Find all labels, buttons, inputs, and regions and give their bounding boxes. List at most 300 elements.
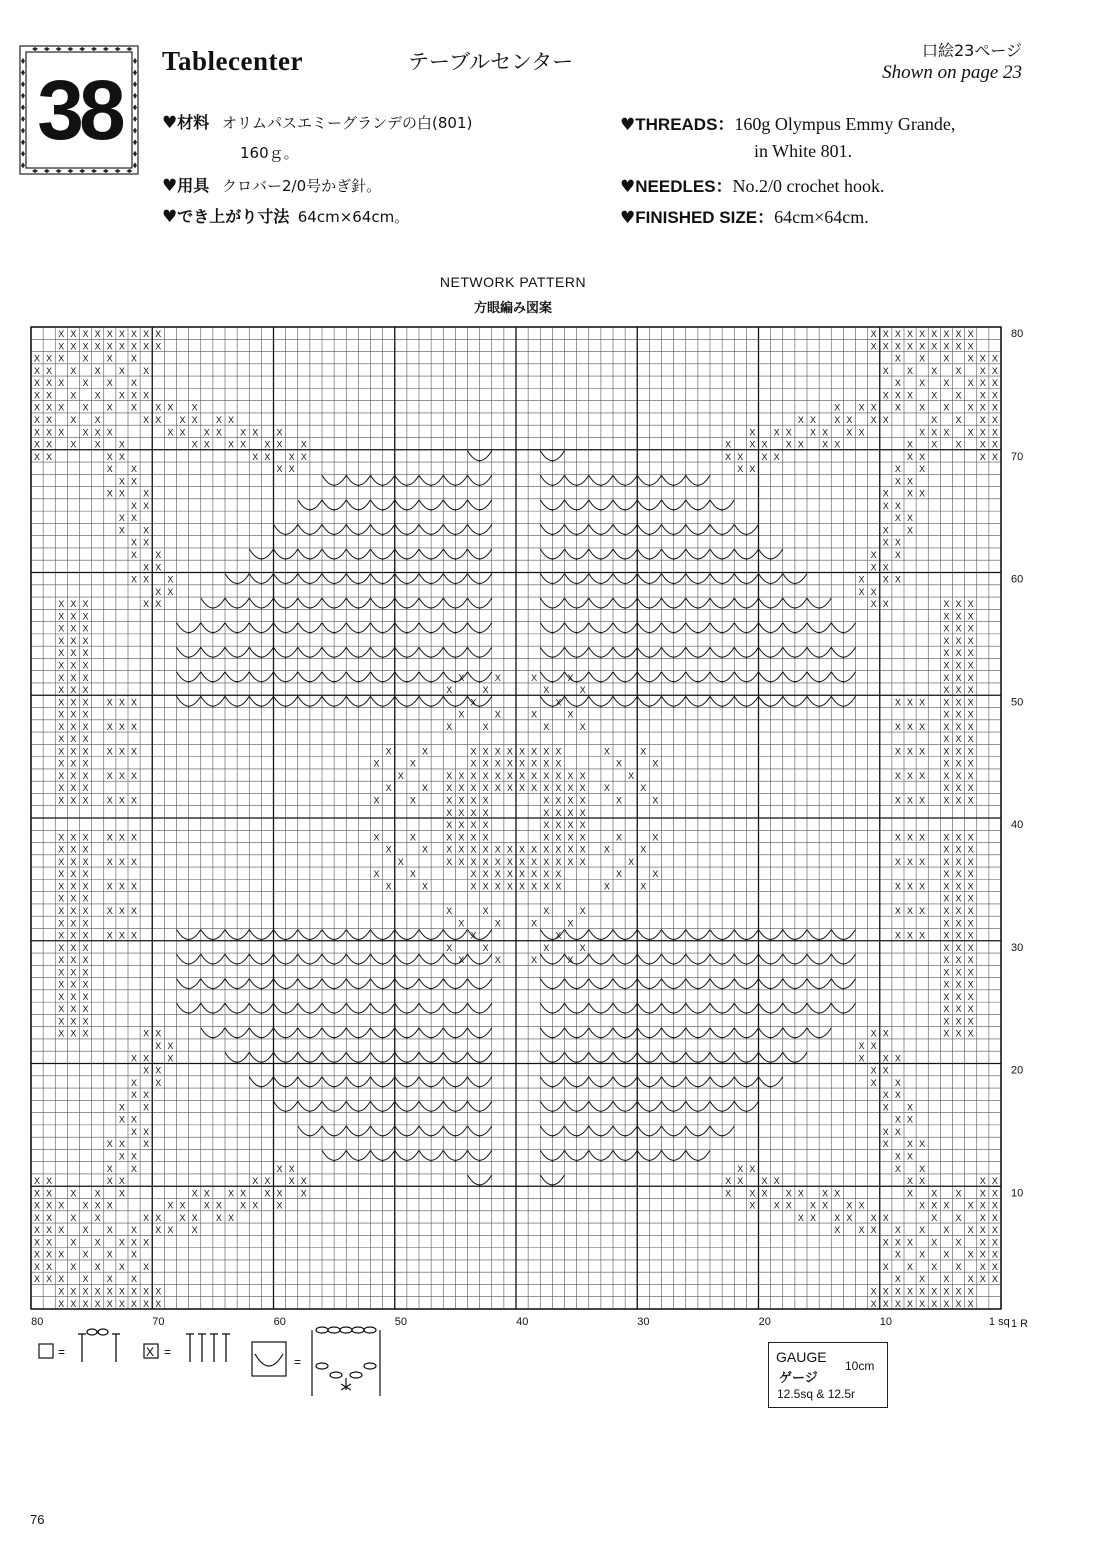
filled-cell: X (870, 1212, 877, 1223)
filled-cell: X (94, 1188, 101, 1199)
filled-cell: X (94, 390, 101, 401)
filled-cell: X (967, 991, 974, 1002)
filled-cell: X (482, 942, 489, 953)
filled-cell: X (761, 451, 768, 462)
filled-cell: X (749, 464, 756, 475)
filled-cell: X (907, 905, 914, 916)
filled-cell: X (955, 390, 962, 401)
filled-cell: X (943, 881, 950, 892)
filled-cell: X (931, 341, 938, 352)
filled-cell: X (155, 599, 162, 610)
filled-cell: X (118, 1176, 125, 1187)
filled-cell: X (506, 758, 513, 769)
filled-cell: X (106, 770, 113, 781)
filled-cell: X (955, 991, 962, 1002)
filled-cell: X (882, 1212, 889, 1223)
filled-cell: X (106, 1163, 113, 1174)
filled-cell: X (34, 1200, 41, 1211)
filled-cell: X (106, 378, 113, 389)
filled-cell: X (422, 844, 429, 855)
filled-cell: X (118, 1114, 125, 1125)
filled-cell: X (919, 1286, 926, 1297)
filled-cell: X (907, 856, 914, 867)
filled-cell: X (131, 746, 138, 757)
filled-cell: X (82, 734, 89, 745)
filled-cell: X (955, 697, 962, 708)
filled-cell: X (955, 783, 962, 794)
filled-cell: X (155, 586, 162, 597)
filled-cell: X (470, 807, 477, 818)
filled-cell: X (70, 955, 77, 966)
filled-cell: X (70, 439, 77, 450)
filled-cell: X (955, 709, 962, 720)
filled-cell: X (143, 1298, 150, 1309)
filled-cell: X (458, 795, 465, 806)
filled-cell: X (167, 1053, 174, 1064)
filled-cell: X (82, 1274, 89, 1285)
filled-cell: X (82, 869, 89, 880)
filled-cell: X (882, 500, 889, 511)
filled-cell: X (894, 574, 901, 585)
filled-cell: X (46, 390, 53, 401)
filled-cell: X (567, 918, 574, 929)
filled-cell: X (506, 844, 513, 855)
filled-cell: X (70, 881, 77, 892)
filled-cell: X (155, 402, 162, 413)
filled-cell: X (967, 893, 974, 904)
filled-cell: X (882, 1298, 889, 1309)
filled-cell: X (470, 869, 477, 880)
filled-cell: X (203, 1200, 210, 1211)
filled-cell: X (82, 709, 89, 720)
filled-cell: X (919, 427, 926, 438)
filled-cell: X (215, 414, 222, 425)
filled-cell: X (846, 1200, 853, 1211)
filled-cell: X (979, 353, 986, 364)
filled-cell: X (70, 979, 77, 990)
chart-title-english: NETWORK PATTERN (439, 274, 587, 290)
filled-cell: X (894, 1151, 901, 1162)
filled-cell: X (70, 1004, 77, 1015)
filled-cell: X (567, 672, 574, 683)
filled-cell: X (555, 795, 562, 806)
filled-cell: X (579, 820, 586, 831)
filled-cell: X (106, 1139, 113, 1150)
filled-cell: X (409, 869, 416, 880)
svg-text:=: = (294, 1355, 302, 1369)
row-label: 70 (1011, 450, 1024, 463)
filled-cell: X (907, 365, 914, 376)
filled-cell: X (276, 439, 283, 450)
title-japanese: テーブルセンター (408, 50, 574, 74)
filled-cell: X (943, 1274, 950, 1285)
filled-cell: X (943, 648, 950, 659)
filled-cell: X (155, 329, 162, 340)
filled-cell: X (943, 1225, 950, 1236)
filled-cell: X (531, 709, 538, 720)
filled-cell: X (106, 1176, 113, 1187)
filled-cell: X (919, 1249, 926, 1260)
filled-cell: X (785, 1188, 792, 1199)
filled-cell: X (919, 402, 926, 413)
filled-cell: X (34, 365, 41, 376)
filled-cell: X (810, 1212, 817, 1223)
filled-cell: X (228, 414, 235, 425)
filled-cell: X (70, 832, 77, 843)
filled-cell: X (82, 378, 89, 389)
filled-cell: X (882, 525, 889, 536)
filled-cell: X (94, 1261, 101, 1272)
filled-cell: X (955, 844, 962, 855)
filled-cell: X (494, 869, 501, 880)
filled-cell: X (94, 365, 101, 376)
filled-cell: X (943, 770, 950, 781)
filled-cell: X (34, 1212, 41, 1223)
filled-cell: X (70, 893, 77, 904)
filled-cell: X (943, 734, 950, 745)
filled-cell: X (555, 832, 562, 843)
filled-cell: X (70, 783, 77, 794)
filled-cell: X (967, 402, 974, 413)
filled-cell: X (543, 820, 550, 831)
filled-cell: X (70, 1286, 77, 1297)
filled-cell: X (943, 660, 950, 671)
filled-cell: X (931, 365, 938, 376)
gauge-box (768, 1342, 888, 1408)
filled-cell: X (118, 1188, 125, 1199)
filled-cell: X (409, 758, 416, 769)
filled-cell: X (482, 856, 489, 867)
filled-cell: X (118, 390, 125, 401)
filled-cell: X (203, 439, 210, 450)
filled-cell: X (979, 1261, 986, 1272)
filled-cell: X (131, 905, 138, 916)
filled-cell: X (70, 844, 77, 855)
filled-cell: X (143, 1139, 150, 1150)
filled-cell: X (519, 856, 526, 867)
filled-cell: X (94, 1237, 101, 1248)
filled-cell: X (640, 746, 647, 757)
filled-cell: X (118, 770, 125, 781)
filled-cell: X (106, 832, 113, 843)
filled-cell: X (70, 660, 77, 671)
filled-cell: X (252, 451, 259, 462)
row-label: 10 (1011, 1187, 1024, 1200)
filled-cell: X (46, 451, 53, 462)
filled-cell: X (967, 1225, 974, 1236)
filled-cell: X (931, 414, 938, 425)
filled-cell: X (955, 955, 962, 966)
filled-cell: X (822, 1188, 829, 1199)
filled-cell: X (143, 562, 150, 573)
filled-cell: X (955, 758, 962, 769)
filled-cell: X (46, 1261, 53, 1272)
filled-cell: X (494, 709, 501, 720)
filled-cell: X (579, 783, 586, 794)
filled-cell: X (82, 402, 89, 413)
filled-cell: X (94, 439, 101, 450)
filled-cell: X (628, 770, 635, 781)
filled-cell: X (506, 746, 513, 757)
filled-cell: X (967, 623, 974, 634)
filled-cell: X (34, 414, 41, 425)
filled-cell: X (967, 685, 974, 696)
filled-cell: X (907, 1139, 914, 1150)
filled-cell: X (931, 1200, 938, 1211)
filled-cell: X (858, 574, 865, 585)
filled-cell: X (143, 390, 150, 401)
filled-cell: X (58, 599, 65, 610)
filled-cell: X (979, 439, 986, 450)
row-label: 50 (1011, 696, 1024, 709)
filled-cell: X (252, 427, 259, 438)
filled-cell: X (555, 856, 562, 867)
filled-cell: X (446, 783, 453, 794)
filled-cell: X (967, 697, 974, 708)
filled-cell: X (810, 414, 817, 425)
filled-cell: X (482, 807, 489, 818)
filled-cell: X (264, 1188, 271, 1199)
filled-cell: X (967, 955, 974, 966)
filled-cell: X (579, 832, 586, 843)
filled-cell: X (531, 918, 538, 929)
filled-cell: X (543, 770, 550, 781)
filled-cell: X (82, 1028, 89, 1039)
filled-cell: X (70, 648, 77, 659)
lacet-stitch-icon (312, 1327, 380, 1396)
filled-cell: X (82, 648, 89, 659)
filled-cell: X (555, 930, 562, 941)
filled-cell: X (82, 1249, 89, 1260)
filled-cell: X (894, 378, 901, 389)
filled-cell: X (603, 746, 610, 757)
filled-cell: X (58, 918, 65, 929)
filled-cell: X (919, 721, 926, 732)
filled-cell: X (94, 1298, 101, 1309)
filled-cell: X (131, 341, 138, 352)
column-label: 50 (394, 1316, 408, 1328)
filled-cell: X (943, 1249, 950, 1260)
filled-cell: X (82, 353, 89, 364)
filled-cell: X (543, 905, 550, 916)
filled-cell: X (143, 574, 150, 585)
filled-cell: X (34, 390, 41, 401)
filled-cell: X (82, 599, 89, 610)
filled-cell: X (46, 1274, 53, 1285)
filled-cell: X (870, 1298, 877, 1309)
filled-cell: X (118, 832, 125, 843)
filled-cell: X (955, 1261, 962, 1272)
column-label: 70 (152, 1316, 165, 1328)
double-crochet-icon (186, 1334, 230, 1362)
filled-cell: X (131, 1274, 138, 1285)
filled-cell: X (118, 488, 125, 499)
filled-cell: X (446, 820, 453, 831)
filled-cell: X (118, 795, 125, 806)
filled-cell: X (143, 1065, 150, 1076)
filled-cell: X (215, 427, 222, 438)
filled-cell: X (397, 770, 404, 781)
filled-cell: X (955, 1237, 962, 1248)
filled-cell: X (82, 979, 89, 990)
filled-cell: X (155, 1212, 162, 1223)
filled-cell: X (118, 513, 125, 524)
filled-cell: X (155, 1298, 162, 1309)
filled-cell: X (979, 1274, 986, 1285)
filled-cell: X (300, 439, 307, 450)
filled-cell: X (955, 869, 962, 880)
filled-cell: X (943, 1286, 950, 1297)
filled-cell: X (882, 1139, 889, 1150)
filled-cell: X (616, 869, 623, 880)
filled-cell: X (82, 918, 89, 929)
filled-cell: X (870, 1065, 877, 1076)
filled-cell: X (131, 721, 138, 732)
filled-cell: X (919, 930, 926, 941)
filled-cell: X (931, 427, 938, 438)
filled-cell: X (894, 1274, 901, 1285)
filled-cell: X (894, 329, 901, 340)
filled-cell: X (931, 1188, 938, 1199)
filled-cell: X (991, 1274, 998, 1285)
filled-cell: X (991, 414, 998, 425)
filled-cell: X (70, 930, 77, 941)
filled-cell: X (70, 905, 77, 916)
column-labels (31, 1316, 1010, 1328)
filled-cell: X (470, 856, 477, 867)
filled-cell: X (894, 1077, 901, 1088)
filled-cell: X (482, 832, 489, 843)
filled-cell: X (70, 1212, 77, 1223)
filled-cell: X (979, 414, 986, 425)
filled-cell: X (276, 1188, 283, 1199)
filled-cell: X (919, 1176, 926, 1187)
filled-cell: X (143, 1237, 150, 1248)
filled-cell: X (955, 365, 962, 376)
filled-cell: X (543, 807, 550, 818)
filled-cell: X (967, 1028, 974, 1039)
filled-cell: X (579, 685, 586, 696)
filled-cell: X (46, 1188, 53, 1199)
filled-cell: X (46, 378, 53, 389)
filled-cell: X (894, 905, 901, 916)
filled-cell: X (58, 672, 65, 683)
filled-cell: X (773, 1176, 780, 1187)
filled-cell: X (94, 1212, 101, 1223)
spec-threads-en: ♥THREADS：160g Olympus Emmy Grande, (620, 114, 956, 135)
filled-cell: X (882, 1090, 889, 1101)
filled-cell: X (94, 341, 101, 352)
filled-cell: X (385, 844, 392, 855)
filled-cell: X (446, 856, 453, 867)
filled-cell: X (506, 881, 513, 892)
filled-cell: X (82, 1286, 89, 1297)
filled-cell: X (870, 562, 877, 573)
filled-cell: X (919, 697, 926, 708)
legend-filled-block (144, 1334, 230, 1362)
filled-cell: X (967, 648, 974, 659)
filled-cell: X (106, 402, 113, 413)
filled-cell: X (58, 893, 65, 904)
filled-cell: X (58, 1286, 65, 1297)
filled-cell: X (907, 746, 914, 757)
filled-cell: X (931, 329, 938, 340)
chart-grid (31, 327, 1001, 1309)
filled-cell: X (894, 881, 901, 892)
filled-cell: X (894, 1286, 901, 1297)
filled-cell: X (931, 439, 938, 450)
filled-cell: X (494, 881, 501, 892)
filled-cell: X (943, 893, 950, 904)
filled-cell: X (264, 439, 271, 450)
filled-cell: X (131, 832, 138, 843)
filled-cell: X (191, 1225, 198, 1236)
filled-cell: X (991, 427, 998, 438)
filled-cell: X (967, 660, 974, 671)
filled-cell: X (882, 1126, 889, 1137)
filled-cell: X (943, 869, 950, 880)
filled-cell: X (106, 697, 113, 708)
filled-cell: X (967, 942, 974, 953)
filled-cell: X (943, 942, 950, 953)
filled-cell: X (82, 623, 89, 634)
filled-cell: X (907, 1237, 914, 1248)
filled-cell: X (834, 1212, 841, 1223)
filled-cell: X (58, 1225, 65, 1236)
filled-cell: X (58, 635, 65, 646)
filled-cell: X (482, 869, 489, 880)
filled-cell: X (143, 599, 150, 610)
filled-cell: X (967, 1004, 974, 1015)
filled-cell: X (967, 783, 974, 794)
spec-materials-jp: ♥材料 オリムパスエミーグランデの白(801) (162, 113, 473, 133)
filled-cell: X (870, 402, 877, 413)
filled-cell: X (931, 1237, 938, 1248)
filled-cell: X (870, 1286, 877, 1297)
filled-cell: X (482, 820, 489, 831)
filled-cell: X (543, 721, 550, 732)
filled-cell: X (955, 832, 962, 843)
filled-cell: X (967, 770, 974, 781)
filled-cell: X (979, 1237, 986, 1248)
legend-open-mesh (39, 1329, 120, 1362)
filled-cell: X (34, 439, 41, 450)
shown-on-page-en: Shown on page 23 (882, 62, 1022, 83)
filled-cell: X (919, 1200, 926, 1211)
row-label: 80 (1011, 328, 1024, 341)
filled-cell: X (131, 1077, 138, 1088)
filled-cell: X (567, 856, 574, 867)
filled-cell: X (870, 1041, 877, 1052)
filled-cell: X (955, 721, 962, 732)
filled-cell: X (118, 1151, 125, 1162)
filled-cell: X (167, 1041, 174, 1052)
filled-cell: X (82, 685, 89, 696)
filled-cell: X (482, 783, 489, 794)
filled-cell: X (385, 881, 392, 892)
filled-cell: X (58, 942, 65, 953)
filled-cell: X (919, 329, 926, 340)
filled-cell: X (870, 414, 877, 425)
filled-cell: X (373, 758, 380, 769)
filled-cell: X (991, 1225, 998, 1236)
filled-cell: X (955, 660, 962, 671)
filled-cell: X (785, 427, 792, 438)
filled-cell: X (943, 795, 950, 806)
row-label: 30 (1011, 941, 1024, 954)
filled-cell: X (870, 1225, 877, 1236)
open-mesh-icon (39, 1344, 53, 1358)
